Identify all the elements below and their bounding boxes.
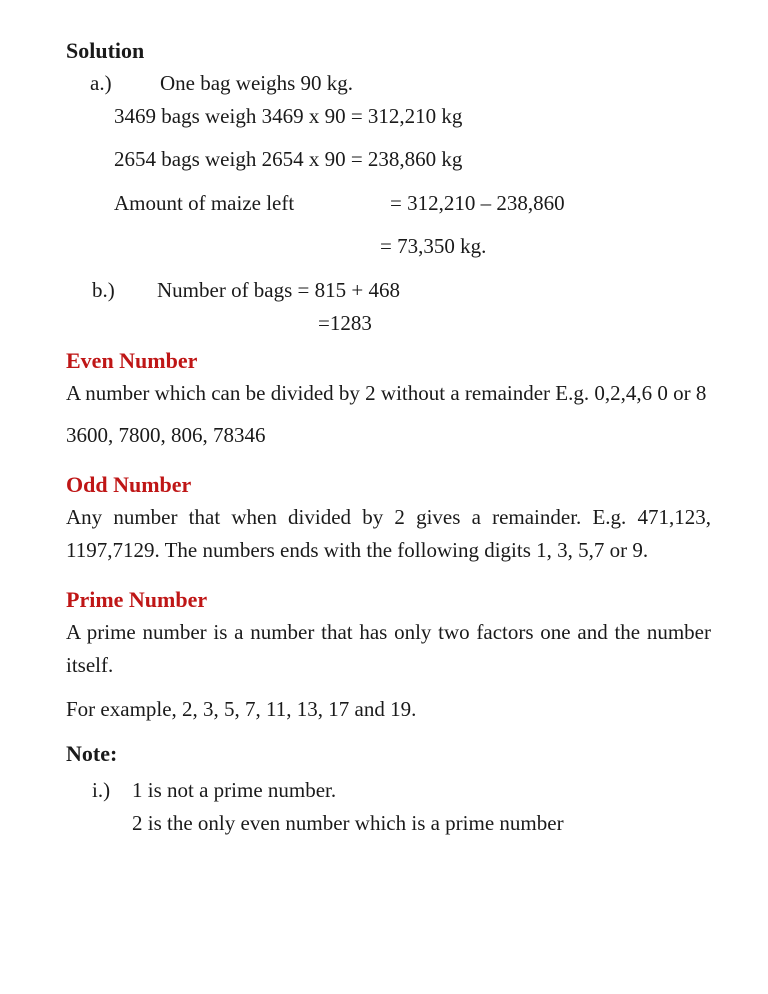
part-a-calc1: 3469 bags weigh 3469 x 90 = 312,210 kg	[114, 104, 463, 128]
even-number-definition: A number which can be divided by 2 without a remainder E.g. 0,2,4,6 0 or 8	[66, 381, 707, 405]
even-number-heading: Even Number	[66, 348, 198, 373]
odd-number-definition: Any number that when divided by 2 gives a remainder. E.g. 471,123, 1197,7129. The numbers ends with the following digits 1, 3, 5,7 or 9.	[66, 505, 711, 562]
odd-number-heading: Odd Number	[66, 472, 192, 497]
part-a-label: a.)	[90, 71, 112, 95]
note-item-line1: 1 is not a prime number.	[132, 778, 337, 802]
part-b-expression: Number of bags = 815 + 468	[157, 278, 400, 302]
solution-part-a-intro-row	[90, 67, 711, 100]
maize-left-expression: = 312,210 – 238,860	[390, 191, 565, 215]
note-item-row	[92, 774, 711, 807]
note-item-line2: 2 is the only even number which is a prime number	[132, 811, 564, 835]
prime-number-heading: Prime Number	[66, 587, 208, 612]
maize-left-result: = 73,350 kg.	[380, 234, 487, 258]
solution-part-b-row	[92, 274, 711, 307]
even-number-examples: 3600, 7800, 806, 78346	[66, 423, 266, 447]
maize-left-label: Amount of maize left	[114, 191, 295, 215]
prime-number-examples: For example, 2, 3, 5, 7, 11, 13, 17 and 19.	[66, 697, 417, 721]
note-item-label: i.)	[92, 778, 111, 802]
part-b-label: b.)	[92, 278, 115, 302]
prime-number-definition: A prime number is a number that has only two factors one and the number itself.	[66, 620, 711, 677]
part-b-result: =1283	[318, 311, 372, 335]
part-a-calc2: 2654 bags weigh 2654 x 90 = 238,860 kg	[114, 147, 463, 171]
solution-heading: Solution	[66, 38, 145, 63]
note-heading: Note:	[66, 741, 118, 766]
part-a-maize-row	[114, 187, 711, 220]
part-a-intro-text: One bag weighs 90 kg.	[160, 71, 354, 95]
